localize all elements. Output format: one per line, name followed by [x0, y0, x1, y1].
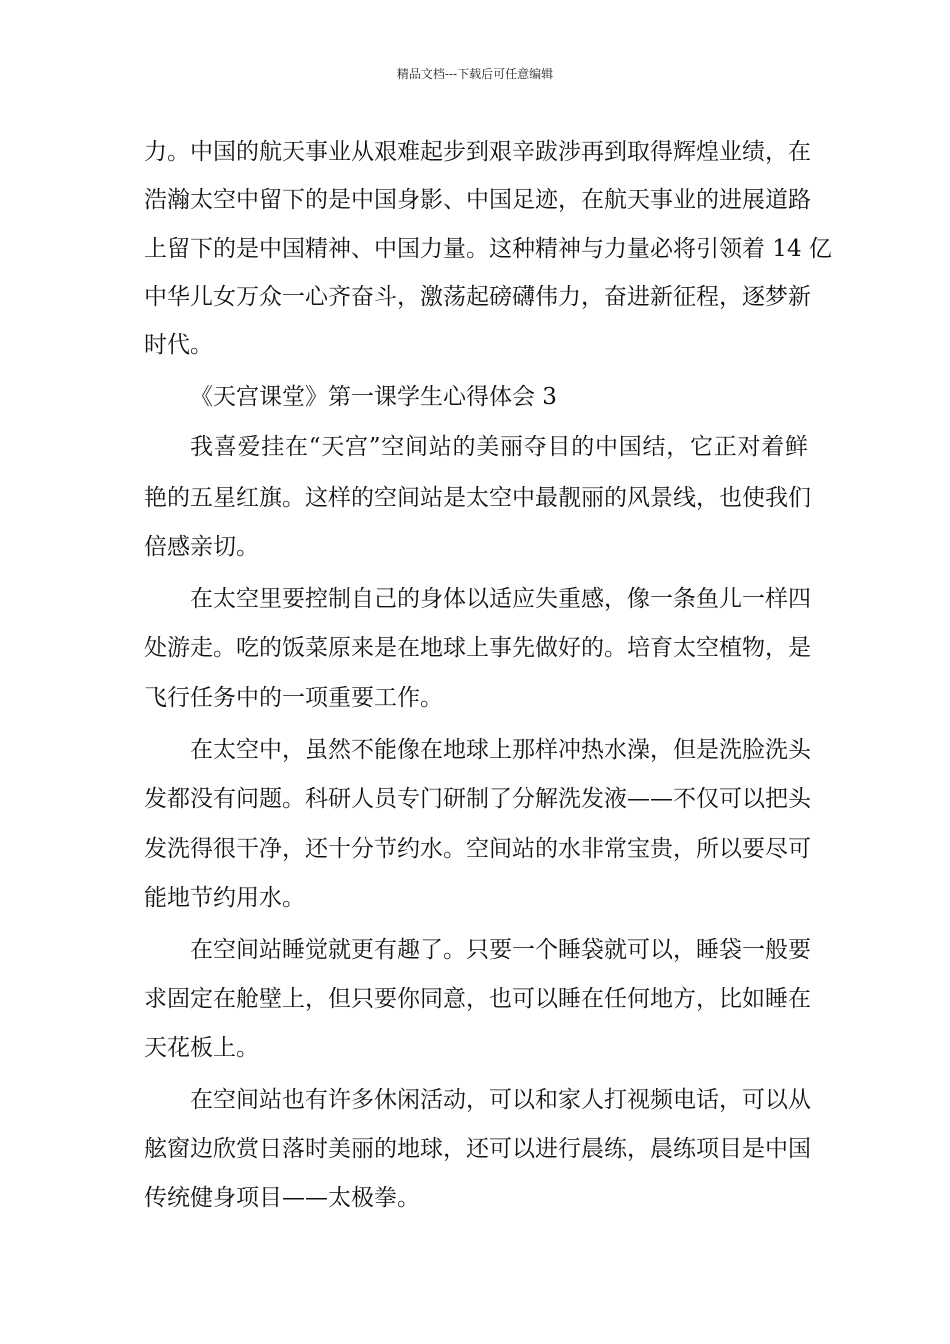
section-heading: 《天宫课堂》第一课学生心得体会 3	[190, 384, 557, 410]
text-line: 时代。	[144, 332, 213, 358]
text-line: 上留下的是中国精神、中国力量。这种精神与力量必将引领着 14 亿	[144, 236, 832, 262]
text-line: 浩瀚太空中留下的是中国身影、中国足迹，在航天事业的进展道路	[144, 187, 811, 213]
text-line: 处游走。吃的饭菜原来是在地球上事先做好的。培育太空植物，是	[144, 635, 811, 661]
text-line: 艳的五星红旗。这样的空间站是太空中最靓丽的风景线，也使我们	[144, 485, 811, 511]
text-line: 发洗得很干净，还十分节约水。空间站的水非常宝贵，所以要尽可	[144, 836, 811, 862]
text-line: 求固定在舱壁上，但只要你同意，也可以睡在任何地方，比如睡在	[144, 986, 811, 1012]
text-line: 倍感亲切。	[144, 534, 259, 560]
text-line: 飞行任务中的一项重要工作。	[144, 685, 443, 711]
text-line: 在空间站也有许多休闲活动，可以和家人打视频电话，可以从	[190, 1087, 811, 1113]
text-line: 我喜爱挂在“天宫”空间站的美丽夺目的中国结，它正对着鲜	[190, 434, 808, 460]
text-line: 天花板上。	[144, 1035, 259, 1061]
text-line: 力。中国的航天事业从艰难起步到艰辛跋涉再到取得辉煌业绩，在	[144, 139, 811, 165]
text-line: 在太空中，虽然不能像在地球上那样冲热水澡，但是洗脸洗头	[190, 737, 811, 763]
text-line: 中华儿女万众一心齐奋斗，激荡起磅礴伟力，奋进新征程，逐梦新	[144, 284, 811, 310]
text-line: 传统健身项目——太极拳。	[144, 1185, 420, 1211]
text-line: 能地节约用水。	[144, 885, 305, 911]
text-line: 舷窗边欣赏日落时美丽的地球，还可以进行晨练，晨练项目是中国	[144, 1136, 811, 1162]
text-line: 发都没有问题。科研人员专门研制了分解洗发液——不仅可以把头	[144, 786, 811, 812]
text-line: 在空间站睡觉就更有趣了。只要一个睡袋就可以，睡袋一般要	[190, 937, 811, 963]
page-header: 精品文档---下载后可任意编辑	[396, 67, 554, 81]
text-line: 在太空里要控制自己的身体以适应失重感，像一条鱼儿一样四	[190, 586, 811, 612]
